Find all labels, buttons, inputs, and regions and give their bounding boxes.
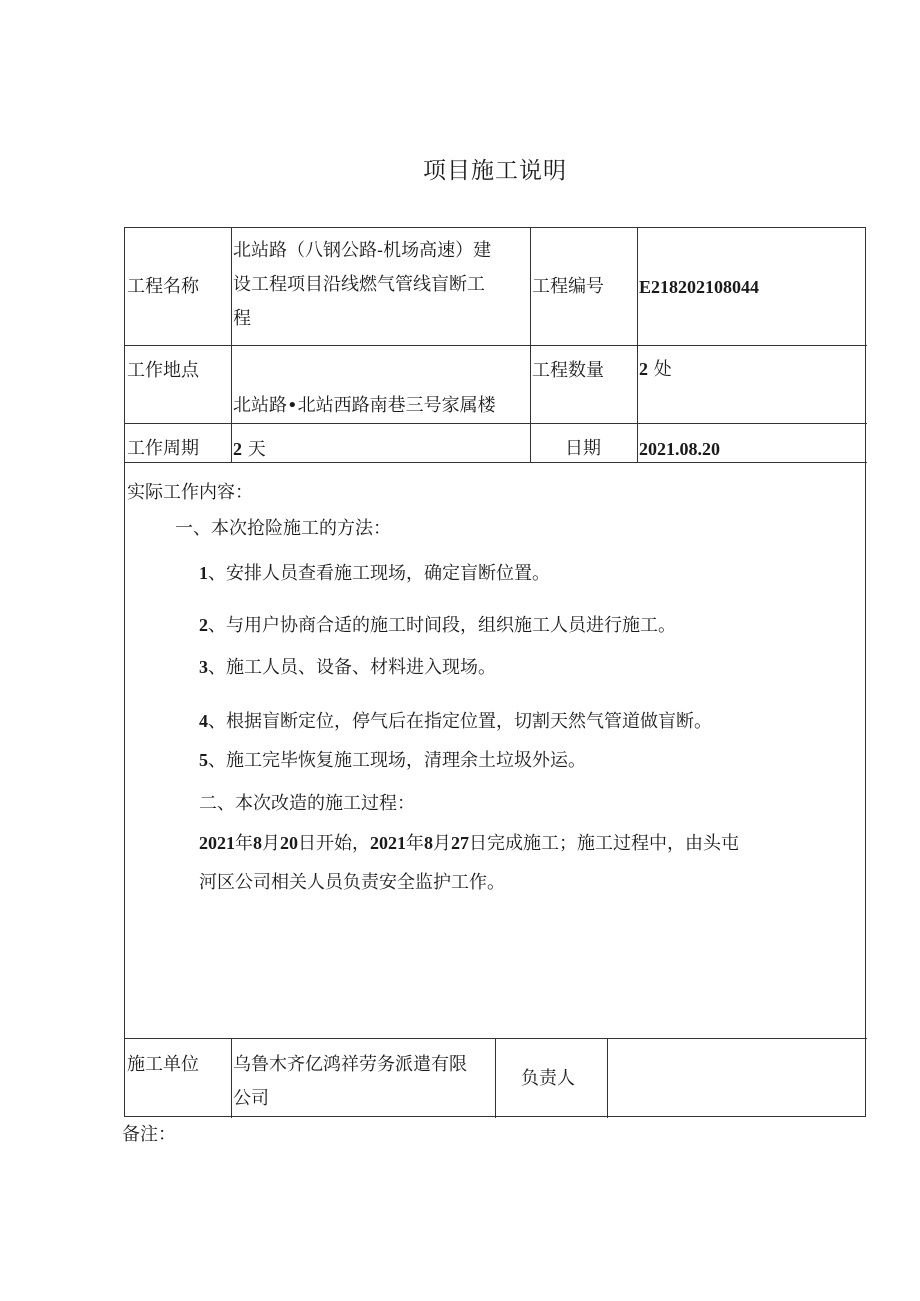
column-divider	[231, 228, 232, 462]
project-name-line: 程	[233, 308, 251, 329]
section-1-title: 一、本次抢险施工的方法：	[175, 518, 391, 539]
column-divider	[495, 1038, 496, 1118]
process-text: 月	[262, 833, 280, 854]
period-label: 工作周期	[127, 438, 199, 459]
step-item	[199, 653, 496, 679]
date-label: 日期	[565, 438, 601, 459]
quantity-number: 2	[639, 359, 648, 379]
document-title: 项目施工说明	[423, 158, 567, 184]
column-divider	[231, 1038, 232, 1118]
process-text: 年	[235, 833, 253, 854]
step-text: 、根据盲断定位，停气后在指定位置，切割天然气管道做盲断。	[208, 711, 712, 732]
step-text: 、安排人员查看施工现场，确定盲断位置。	[208, 563, 550, 584]
unit-line: 公司	[233, 1088, 269, 1109]
row-divider	[125, 423, 867, 424]
content-heading: 实际工作内容：	[127, 482, 253, 503]
project-name-line: 设工程项目沿线燃气管线盲断工	[233, 274, 485, 295]
process-day: 20	[280, 833, 298, 853]
row-divider	[125, 345, 867, 346]
project-no-label: 工程编号	[532, 276, 604, 297]
process-month: 8	[253, 833, 262, 853]
process-year: 2021	[199, 833, 235, 853]
step-number: 3	[199, 657, 208, 677]
process-text: 日开始，	[298, 833, 370, 854]
step-item	[199, 611, 676, 637]
construction-form	[124, 227, 866, 1117]
column-divider	[530, 228, 531, 462]
process-text: 日完成施工；施工过程中，由头屯	[469, 833, 739, 854]
quantity-value	[639, 352, 672, 387]
period-number: 2	[233, 439, 242, 459]
project-name-value	[233, 234, 491, 336]
section-2-title: 二、本次改造的施工过程：	[199, 793, 415, 814]
location-value: 北站路•北站西路南巷三号家属楼	[233, 395, 496, 416]
remark-label: 备注：	[122, 1124, 176, 1145]
period-value	[233, 432, 266, 467]
project-no-value: E218202108044	[639, 277, 760, 297]
unit-value	[233, 1048, 467, 1116]
date-value: 2021.08.20	[639, 439, 720, 459]
step-item	[199, 707, 712, 733]
period-unit: 天	[247, 439, 266, 460]
column-divider	[637, 228, 638, 462]
location-label: 工作地点	[127, 360, 199, 381]
process-year: 2021	[370, 833, 406, 853]
quantity-unit: 处	[653, 359, 672, 380]
process-text: 年	[406, 833, 424, 854]
row-divider	[125, 1038, 867, 1039]
process-line: 河区公司相关人员负责安全监护工作。	[199, 872, 505, 893]
process-line	[199, 829, 739, 855]
unit-label: 施工单位	[127, 1054, 199, 1075]
project-name-line: 北站路（八钢公路-机场高速）建	[233, 240, 492, 261]
step-number: 2	[199, 615, 208, 635]
step-text: 、施工人员、设备、材料进入现场。	[208, 657, 496, 678]
unit-line: 乌鲁木齐亿鸿祥劳务派遣有限	[233, 1054, 467, 1075]
project-name-label: 工程名称	[127, 276, 199, 297]
step-item	[199, 746, 586, 772]
process-day: 27	[451, 833, 469, 853]
person-label: 负责人	[521, 1068, 575, 1089]
column-divider	[607, 1038, 608, 1118]
process-text: 月	[433, 833, 451, 854]
step-item	[199, 559, 550, 585]
step-number: 4	[199, 711, 208, 731]
step-text: 、与用户协商合适的施工时间段，组织施工人员进行施工。	[208, 615, 676, 636]
process-month: 8	[424, 833, 433, 853]
step-number: 1	[199, 563, 208, 583]
quantity-label: 工程数量	[532, 360, 604, 381]
step-text: 、施工完毕恢复施工现场，清理余土垃圾外运。	[208, 750, 586, 771]
step-number: 5	[199, 750, 208, 770]
